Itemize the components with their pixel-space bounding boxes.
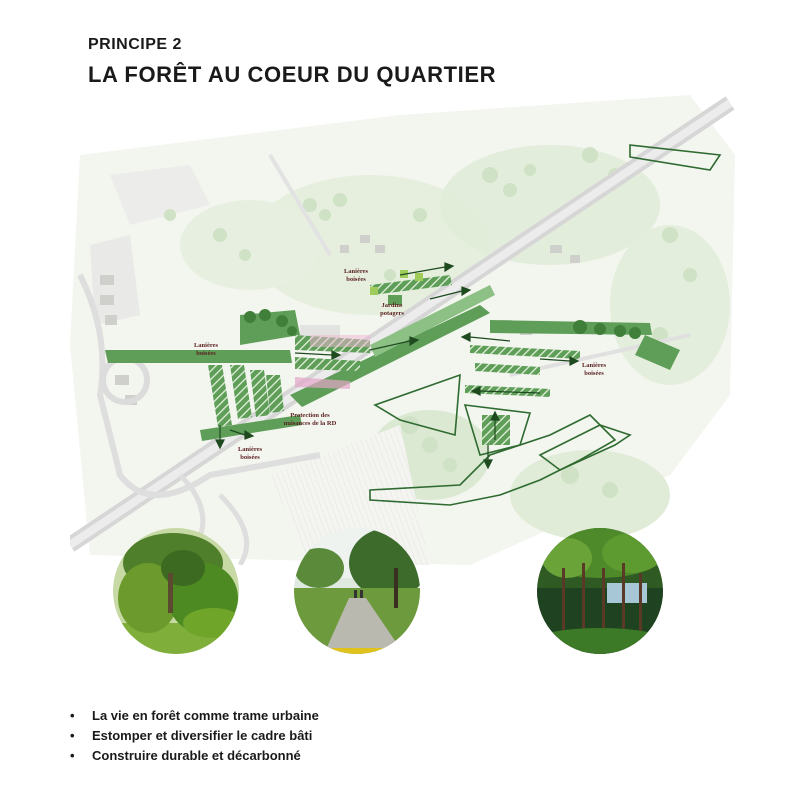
photo-hedge-trees bbox=[113, 528, 239, 654]
bullet-text: La vie en forêt comme trame urbaine bbox=[92, 708, 319, 723]
label-lanieres-east-1: Lanières bbox=[581, 362, 607, 369]
bullet-item bbox=[70, 726, 319, 746]
label-jardins-2: potagers bbox=[380, 310, 404, 317]
label-lanieres-north-2: boisées bbox=[346, 276, 366, 283]
page-title: LA FORÊT AU COEUR DU QUARTIER bbox=[88, 62, 497, 87]
label-lanieres-west-2: boisées bbox=[196, 350, 216, 357]
principle-number: PRINCIPE 2 bbox=[88, 36, 182, 53]
bullet-dot: • bbox=[70, 748, 75, 763]
bullet-text: Construire durable et décarbonné bbox=[92, 748, 301, 763]
photo-tree-grove bbox=[537, 528, 663, 654]
page-header bbox=[88, 36, 496, 88]
bullet-item bbox=[70, 706, 319, 726]
label-lanieres-east-2: boisées bbox=[584, 370, 604, 377]
bullet-dot: • bbox=[70, 708, 75, 723]
label-lanieres-west-1: Lanières bbox=[193, 342, 219, 349]
label-lanieres-south-1: Lanières bbox=[237, 446, 263, 453]
bullet-dot: • bbox=[70, 728, 75, 743]
label-jardins-1: Jardins bbox=[381, 302, 403, 309]
site-plan-map bbox=[70, 95, 740, 565]
label-protection-2: nuisances de la RD bbox=[283, 420, 337, 427]
principle-bullet-list bbox=[70, 706, 319, 766]
bullet-item bbox=[70, 746, 319, 766]
label-lanieres-north-1: Lanières bbox=[343, 268, 369, 275]
photo-forest-path bbox=[294, 528, 420, 654]
bullet-text: Estomper et diversifier le cadre bâti bbox=[92, 728, 313, 743]
label-protection-1: Protection des bbox=[290, 412, 330, 419]
label-lanieres-south-2: boisées bbox=[240, 454, 260, 461]
site-plan-svg bbox=[70, 95, 740, 565]
